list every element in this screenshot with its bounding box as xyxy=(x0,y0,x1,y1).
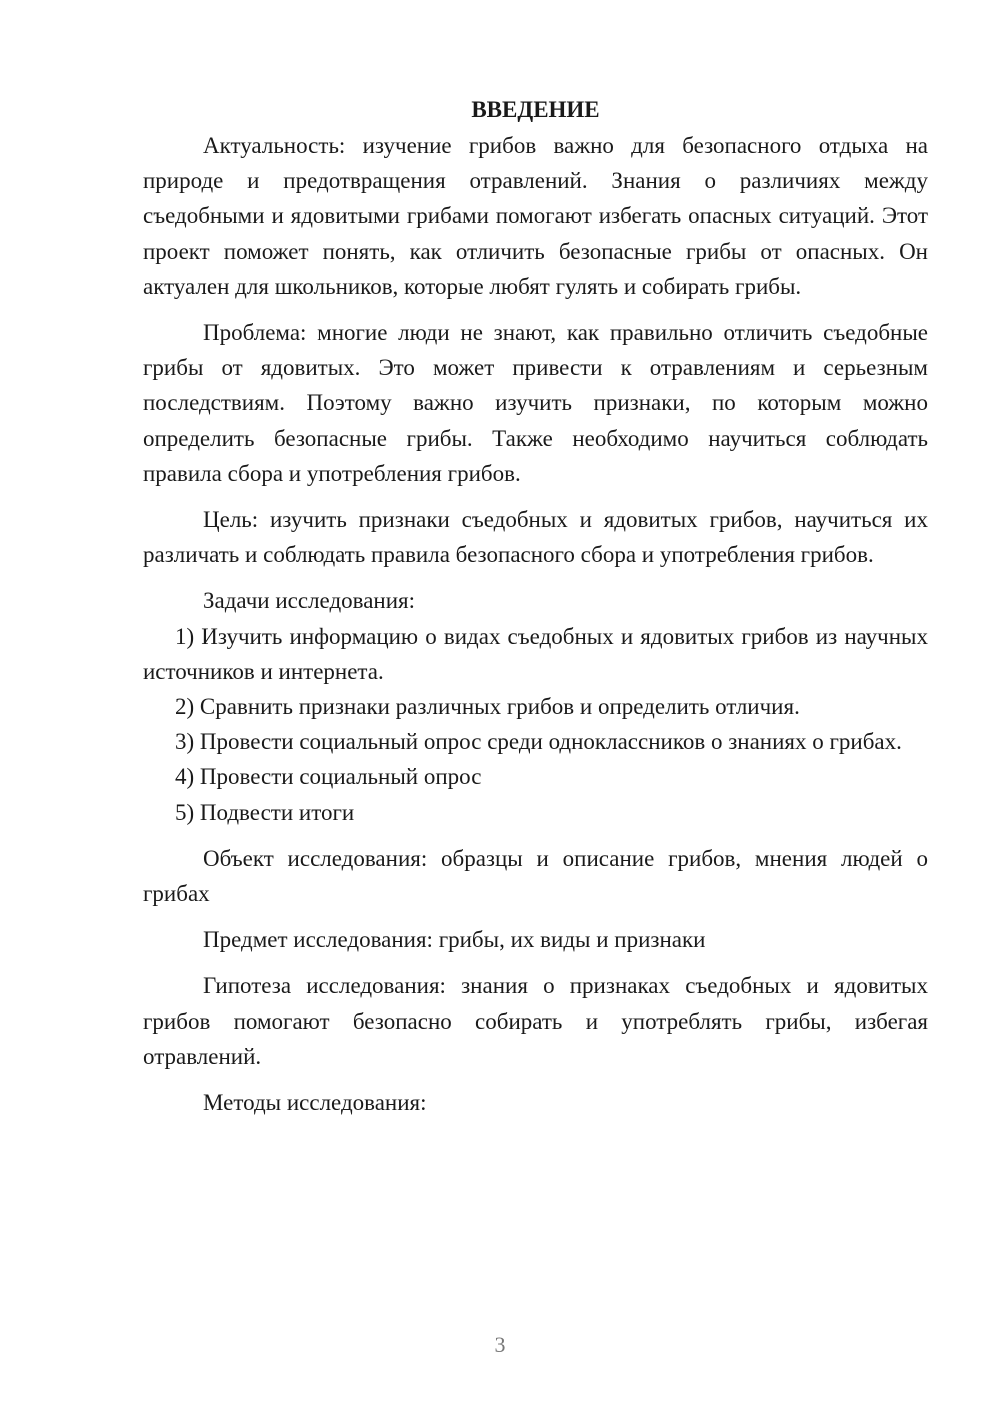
paragraph-object: Объект исследования: образцы и описание грибов, мнения людей о грибах xyxy=(143,845,928,907)
task-item-5: 5) Подвести итоги xyxy=(175,799,355,825)
paragraph-subject: Предмет исследования: грибы, их виды и признаки xyxy=(203,927,706,953)
paragraph-hypothesis: Гипотеза исследования: знания о признаках съедобных и ядовитых грибов помогают безопасно собирать и употреблять грибы, избегая отравлений. xyxy=(143,973,928,1069)
methods-heading: Методы исследования: xyxy=(203,1090,427,1116)
paragraph-problem: Проблема: многие люди не знают, как правильно отличить съедобные грибы от ядовитых. Это может привести к отравлениям и серьезным последствиям. Поэтому важно изучить признаки, по которым можно определить безопасные грибы. Также необходимо научиться соблюдать правила сбора и употребления грибов. xyxy=(143,320,928,486)
section-title: ВВЕДЕНИЕ xyxy=(471,97,600,122)
page-number: 3 xyxy=(494,1332,506,1357)
task-item-1: 1) Изучить информацию о видах съедобных и ядовитых грибов из научных источников и интернета. xyxy=(143,623,928,684)
paragraph-goal: Цель: изучить признаки съедобных и ядовитых грибов, научиться их различать и соблюдать правила безопасного сбора и употребления грибов. xyxy=(143,507,928,568)
task-item-3: 3) Провести социальный опрос среди одноклассников о знаниях о грибах. xyxy=(175,729,902,755)
document-page xyxy=(143,92,928,1120)
task-item-2: 2) Сравнить признаки различных грибов и определить отличия. xyxy=(175,694,800,720)
task-item-4: 4) Провести социальный опрос xyxy=(175,764,482,790)
paragraph-relevance: Актуальность: изучение грибов важно для безопасного отдыха на природе и предотвращения отравлений. Знания о различиях между съедобными и ядовитыми грибами помогают избегать опасных ситуаций. Этот проект поможет понять, как отличить безопасные грибы от опасных. Он актуален для школьников, которые любят гулять и собирать грибы. xyxy=(143,133,928,299)
tasks-heading: Задачи исследования: xyxy=(203,588,416,614)
